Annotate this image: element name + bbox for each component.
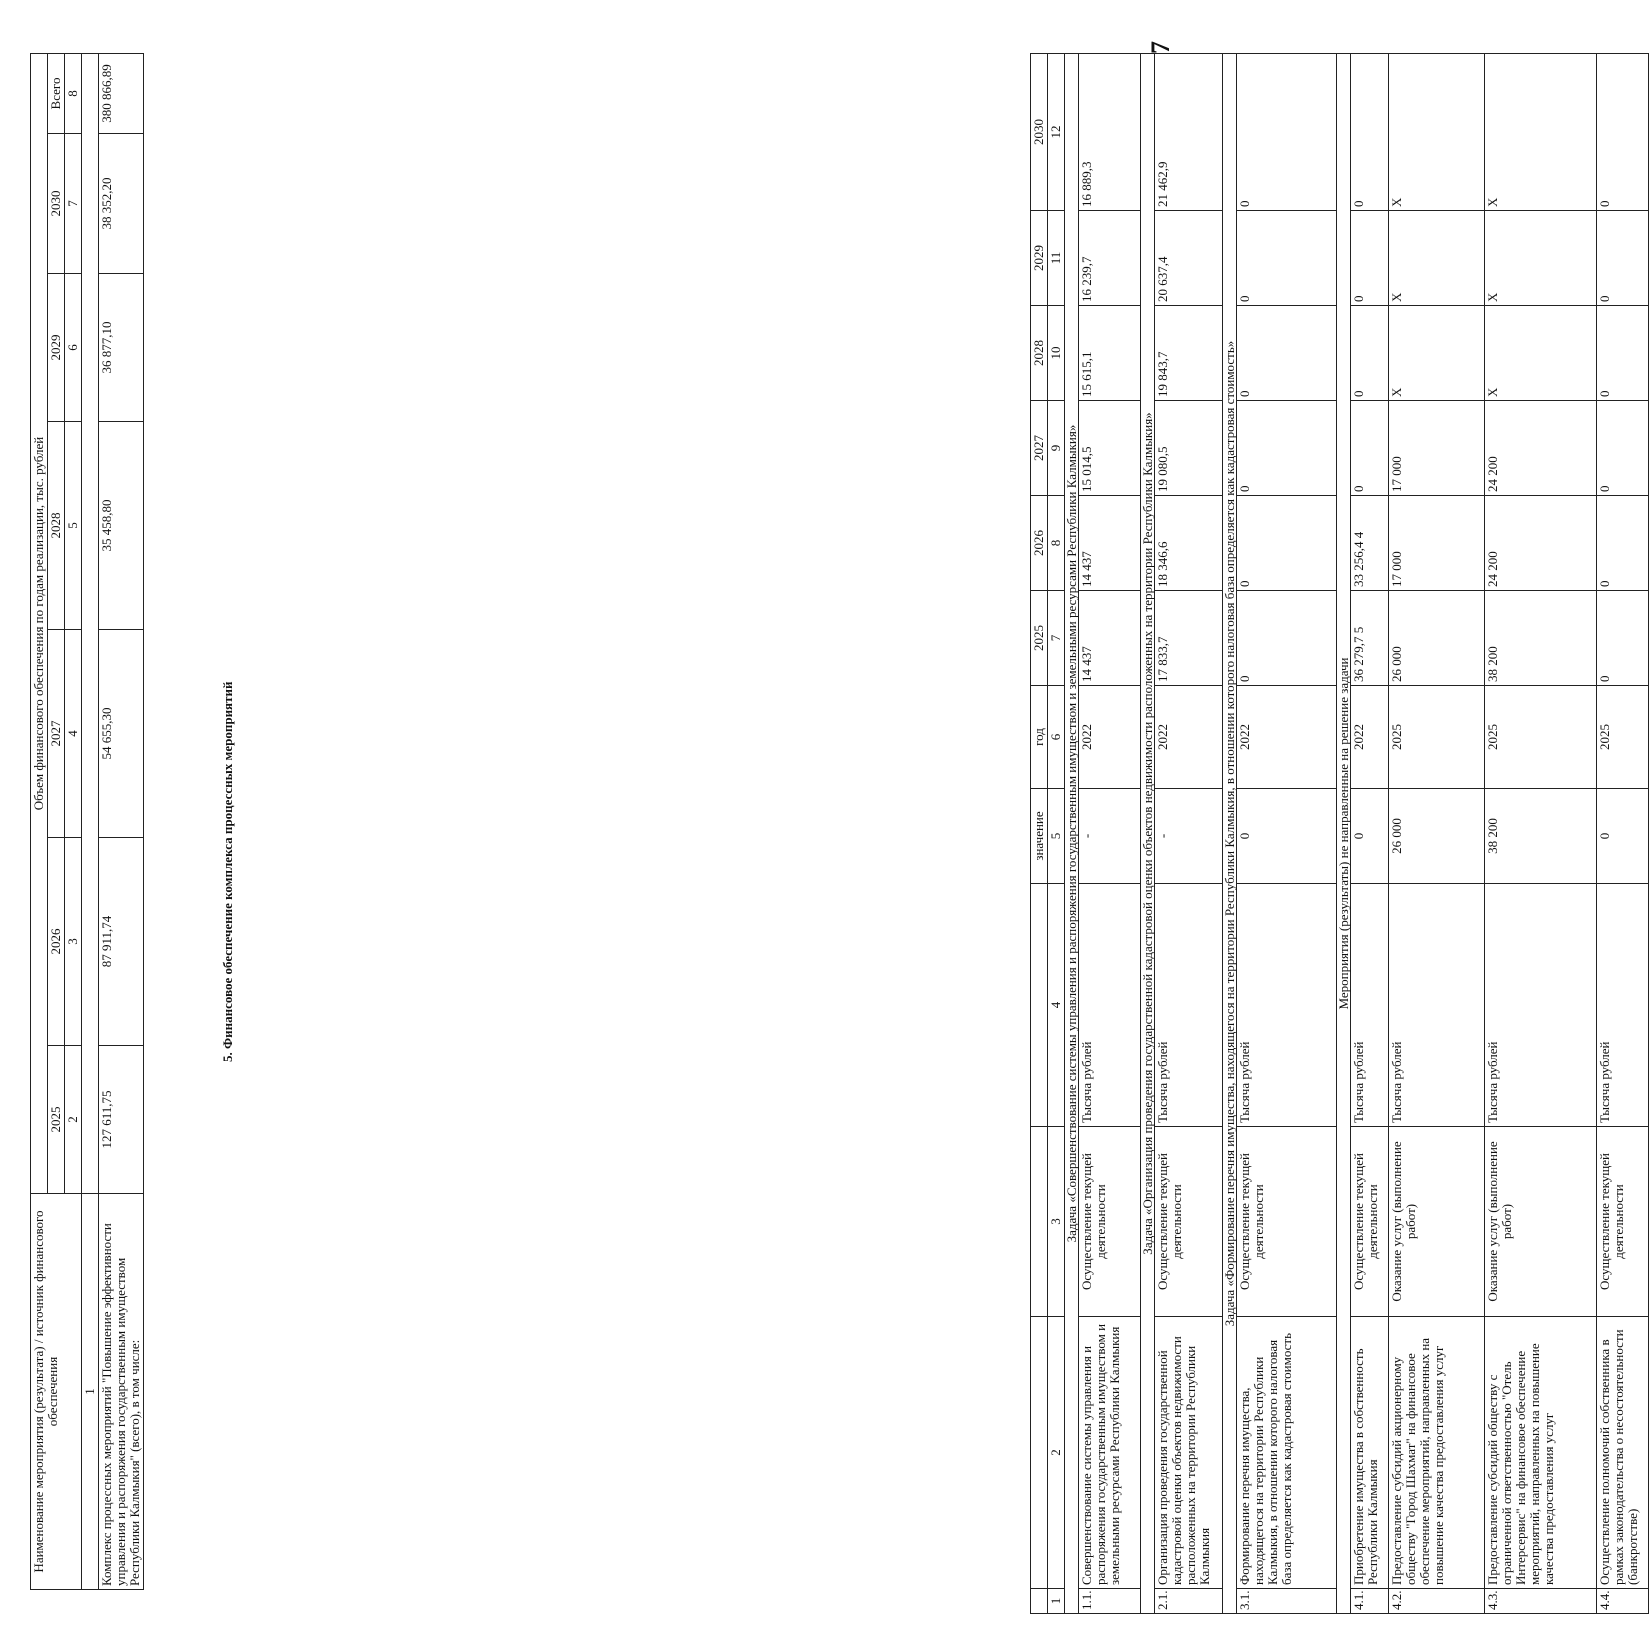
finance-header-volume: Объем финансового обеспечения по годам реализации, тыс. рублей (31, 53, 48, 1193)
col-number: 9 (1048, 401, 1065, 496)
row-value-2029: 20 637,4 (1155, 211, 1223, 306)
row-base-year: 2022 (1155, 686, 1223, 789)
col-number: 12 (1048, 54, 1065, 211)
finance-year: 2027 (48, 630, 65, 838)
finance-table (30, 53, 144, 1590)
row-value-2030: 21 462,9 (1155, 54, 1223, 211)
row-value-2027: 17 000 (1389, 401, 1485, 496)
row-value-2026: 33 256,4 4 (1351, 496, 1389, 591)
row-unit: Тысяча рублей (1237, 884, 1337, 1127)
table-row (1237, 54, 1337, 1614)
row-value-2025: 26 000 (1389, 591, 1485, 686)
col-number: 6 (1048, 686, 1065, 789)
task-title: Задача «Совершенствование системы управления и распоряжения государственным имуществом и земельными ресурсами Республики Калмыкия» (1065, 54, 1079, 1614)
row-type: Осуществление текущей деятельности (1079, 1127, 1141, 1317)
finance-spacer (82, 53, 99, 1193)
task-row (1141, 54, 1155, 1614)
row-value-2027: 0 (1597, 401, 1649, 496)
finance-row-name: Комплекс процессных мероприятий "Повышение эффективности управления и распоряжения государственным имуществом Республики Калмыкия" (всего), в том числе: (99, 1194, 144, 1590)
row-value-2029: X (1485, 211, 1597, 306)
finance-header-row (31, 53, 48, 1589)
header-year: год (1031, 686, 1048, 789)
row-number: 1.1. (1079, 1589, 1141, 1614)
row-name: Приобретение имущества в собственность Республики Калмыкия (1351, 1317, 1389, 1589)
row-value-2028: 0 (1237, 306, 1337, 401)
col-number: 10 (1048, 306, 1065, 401)
col-number: 7 (1048, 591, 1065, 686)
row-name: Предоставление субсидий акционерному обществу "Город Шахмат" на финансовое обеспечение мероприятий, направленных на повышение качества предоставления услуг (1389, 1317, 1485, 1589)
header-2029: 2029 (1031, 211, 1048, 306)
row-unit: Тысяча рублей (1079, 884, 1141, 1127)
row-value-2025: 38 200 (1485, 591, 1597, 686)
row-value-2026: 0 (1597, 496, 1649, 591)
row-unit: Тысяча рублей (1597, 884, 1649, 1127)
row-type: Осуществление текущей деятельности (1597, 1127, 1649, 1317)
table-row (1155, 54, 1223, 1614)
row-base-year: 2025 (1597, 686, 1649, 789)
col-number: 1 (82, 1194, 99, 1590)
row-base-value: - (1155, 789, 1223, 884)
row-base-value: 38 200 (1485, 789, 1597, 884)
row-value-2026: 0 (1237, 496, 1337, 591)
row-type: Осуществление текущей деятельности (1237, 1127, 1337, 1317)
header-value: значение (1031, 789, 1048, 884)
header-cell-empty (1031, 1589, 1048, 1614)
row-base-value: 0 (1237, 789, 1337, 884)
col-number: 4 (65, 630, 82, 838)
row-value-2030: X (1389, 54, 1485, 211)
finance-year: 2025 (48, 1046, 65, 1194)
row-value-2028: X (1485, 306, 1597, 401)
header-2026: 2026 (1031, 496, 1048, 591)
row-value-2027: 0 (1237, 401, 1337, 496)
col-number: 8 (65, 53, 82, 133)
row-value-2029: 0 (1351, 211, 1389, 306)
row-unit: Тысяча рублей (1389, 884, 1485, 1127)
task-title: Задача «Организация проведения государственной кадастровой оценки объектов недвижимости расположенных на территории Республики Калмыкия» (1141, 54, 1155, 1614)
task-title: Задача «Формирование перечня имущества, находящегося на территории Республики Калмыкия, в отношении которого налоговая база определяется как кадастровая стоимость» (1223, 54, 1237, 1614)
row-unit: Тысяча рублей (1485, 884, 1597, 1127)
finance-subheader-row (82, 53, 99, 1589)
row-number: 4.1. (1351, 1589, 1389, 1614)
row-base-value: - (1079, 789, 1141, 884)
row-base-value: 0 (1351, 789, 1389, 884)
finance-year: 2030 (48, 134, 65, 274)
task-row (1065, 54, 1079, 1614)
finance-year: 2029 (48, 274, 65, 422)
col-number: 7 (65, 134, 82, 274)
task-row (1337, 54, 1351, 1614)
row-value-2027: 19 080,5 (1155, 401, 1223, 496)
row-number: 3.1. (1237, 1589, 1337, 1614)
col-number: 5 (1048, 789, 1065, 884)
row-type: Осуществление текущей деятельности (1351, 1127, 1389, 1317)
table-row (1389, 54, 1485, 1614)
col-number: 5 (65, 422, 82, 630)
finance-value-2026: 87 911,74 (99, 838, 144, 1046)
row-value-2025: 17 833,7 (1155, 591, 1223, 686)
col-number: 2 (65, 1046, 82, 1194)
row-value-2027: 0 (1351, 401, 1389, 496)
row-value-2029: 16 239,7 (1079, 211, 1141, 306)
task-row (1223, 54, 1237, 1614)
row-value-2030: 0 (1597, 54, 1649, 211)
row-name: Организация проведения государственной кадастровой оценки объектов недвижимости расположенных на территории Республики Калмыкия (1155, 1317, 1223, 1589)
header-cell-empty (1031, 1127, 1048, 1317)
row-number: 2.1. (1155, 1589, 1223, 1614)
row-value-2026: 24 200 (1485, 496, 1597, 591)
row-value-2025: 14 437 (1079, 591, 1141, 686)
row-type: Осуществление текущей деятельности (1155, 1127, 1223, 1317)
header-2025: 2025 (1031, 591, 1048, 686)
row-value-2028: 0 (1597, 306, 1649, 401)
task-title: Мероприятия (результаты) не направленные на решение задачи (1337, 54, 1351, 1614)
row-value-2025: 0 (1597, 591, 1649, 686)
row-unit: Тысяча рублей (1351, 884, 1389, 1127)
col-number: 11 (1048, 211, 1065, 306)
finance-header-name: Наименование мероприятия (результата) / источник финансового обеспечения (31, 1194, 82, 1590)
header-cell-empty (1031, 1317, 1048, 1589)
row-number: 4.3. (1485, 1589, 1597, 1614)
row-number: 4.2. (1389, 1589, 1485, 1614)
col-number: 4 (1048, 884, 1065, 1127)
row-base-year: 2022 (1079, 686, 1141, 789)
header-2030: 2030 (1031, 54, 1048, 211)
table-row (1597, 54, 1649, 1614)
row-value-2030: 16 889,3 (1079, 54, 1141, 211)
header-cell-empty (1031, 884, 1048, 1127)
col-number: 6 (65, 274, 82, 422)
row-name: Осуществление полномочий собственника в рамках законодательства о несостоятельности (банкротстве) (1597, 1317, 1649, 1589)
row-value-2027: 24 200 (1485, 401, 1597, 496)
row-base-year: 2025 (1485, 686, 1597, 789)
row-base-year: 2022 (1351, 686, 1389, 789)
column-number-row (1048, 54, 1065, 1614)
row-value-2026: 14 437 (1079, 496, 1141, 591)
row-name: Формирование перечня имущества, находящегося на территории Республики Калмыкия, в отношении которого налоговая база определяется как кадастровая стоимость (1237, 1317, 1337, 1589)
table-row (1351, 54, 1389, 1614)
row-value-2028: 15 615,1 (1079, 306, 1141, 401)
row-value-2029: X (1389, 211, 1485, 306)
row-unit: Тысяча рублей (1155, 884, 1223, 1127)
row-base-value: 0 (1597, 789, 1649, 884)
finance-value-2028: 35 458,80 (99, 422, 144, 630)
finance-value-2030: 38 352,20 (99, 134, 144, 274)
row-name: Предоставление субсидий обществу с ограниченной ответственностью "Отель Интерсервис" на финансовое обеспечение мероприятий, направленных на повышение качества предоставления услуг (1485, 1317, 1597, 1589)
row-value-2027: 15 014,5 (1079, 401, 1141, 496)
row-value-2029: 0 (1597, 211, 1649, 306)
col-number: 3 (65, 838, 82, 1046)
header-2028: 2028 (1031, 306, 1048, 401)
row-value-2029: 0 (1237, 211, 1337, 306)
table-row (1079, 54, 1141, 1614)
row-value-2026: 18 346,6 (1155, 496, 1223, 591)
row-value-2030: 0 (1351, 54, 1389, 211)
finance-year: 2026 (48, 838, 65, 1046)
row-number: 4.4. (1597, 1589, 1649, 1614)
row-base-year: 2025 (1389, 686, 1485, 789)
col-number: 8 (1048, 496, 1065, 591)
row-type: Оказание услуг (выполнение работ) (1485, 1127, 1597, 1317)
finance-section-title: 5. Финансовое обеспечение комплекса процессных мероприятий (220, 681, 235, 1062)
row-value-2028: 19 843,7 (1155, 306, 1223, 401)
finance-year: 2028 (48, 422, 65, 630)
header-2027: 2027 (1031, 401, 1048, 496)
finance-data-row (99, 53, 144, 1589)
finance-total-header: Всего (48, 53, 65, 133)
row-value-2026: 17 000 (1389, 496, 1485, 591)
page-number: 7 (1146, 41, 1175, 54)
col-number: 2 (1048, 1317, 1065, 1589)
row-value-2028: X (1389, 306, 1485, 401)
col-number: 1 (1048, 1589, 1065, 1614)
row-base-value: 26 000 (1389, 789, 1485, 884)
header-row (1031, 54, 1048, 1614)
row-name: Совершенствование системы управления и распоряжения государственным имуществом и земельными ресурсами Республики Калмыкия (1079, 1317, 1141, 1589)
col-number: 3 (1048, 1127, 1065, 1317)
row-value-2028: 0 (1351, 306, 1389, 401)
results-table (1030, 53, 1649, 1614)
table-row (1485, 54, 1597, 1614)
row-value-2025: 36 279,7 5 (1351, 591, 1389, 686)
finance-value-2027: 54 655,30 (99, 630, 144, 838)
row-value-2025: 0 (1237, 591, 1337, 686)
row-type: Оказание услуг (выполнение работ) (1389, 1127, 1485, 1317)
finance-value-2025: 127 611,75 (99, 1046, 144, 1194)
row-value-2030: X (1485, 54, 1597, 211)
row-base-year: 2022 (1237, 686, 1337, 789)
row-value-2030: 0 (1237, 54, 1337, 211)
finance-value-2029: 36 877,10 (99, 274, 144, 422)
finance-value-total: 380 866,89 (99, 53, 144, 133)
